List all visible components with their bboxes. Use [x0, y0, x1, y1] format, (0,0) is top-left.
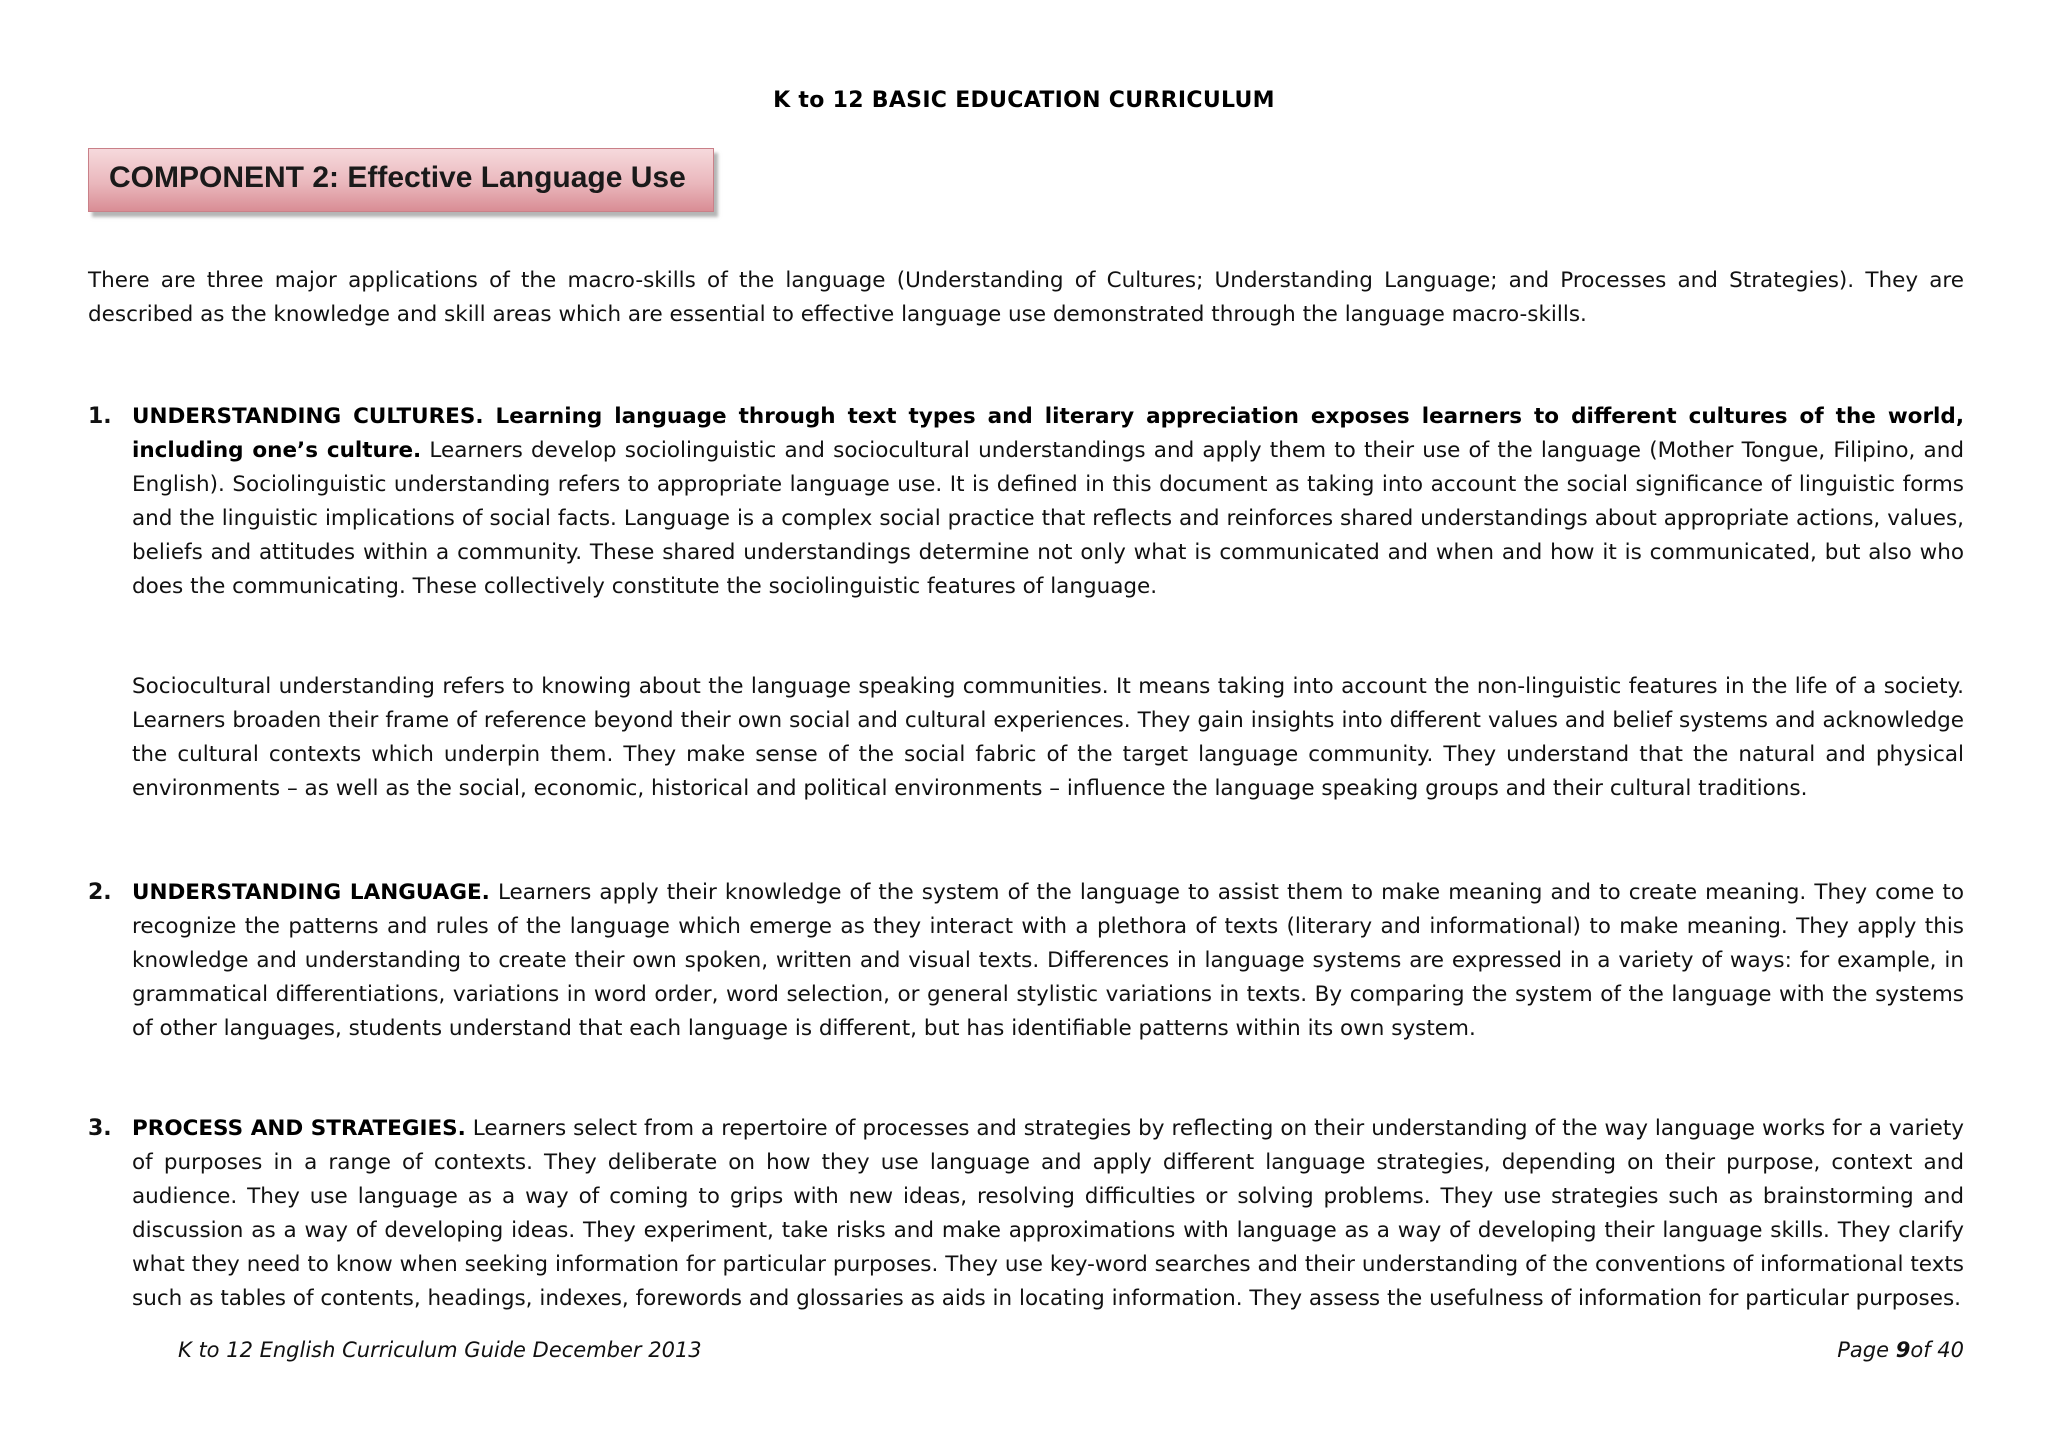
section-text: Learners develop sociolinguistic and sociocultural understandings and apply them to their use of the language (Mother Tongue, Filipino, and English). Sociolinguistic understanding refers to appropriate language use. It is defined in this document as taking into account the social significance of linguistic forms and the linguistic implications of social facts. Language is a complex social practice that reflects and reinforces shared understandings about appropriate actions, values, beliefs and attitudes within a community. These shared understandings determine not only what is communicated and when and how it is communicated, but also who does the communicating. These collectively constitute the sociolinguistic features of language. [132, 438, 1964, 599]
section-body [132, 400, 1964, 604]
section-text: Learners apply their knowledge of the system of the language to assist them to make meaning and to create meaning. They come to recognize the patterns and rules of the language which emerge as they interact with a plethora of texts (literary and informational) to make meaning. They apply this knowledge and understanding to create their own spoken, written and visual texts. Differences in language systems are expressed in a variety of ways: for example, in grammatical differentiations, variations in word order, word selection, or general stylistic variations in texts. By comparing the system of the language with the systems of other languages, students understand that each language is different, but has identifiable patterns within its own system. [132, 880, 1965, 1041]
curriculum-header: K to 12 BASIC EDUCATION CURRICULUM [773, 88, 1275, 113]
section-heading: UNDERSTANDING CULTURES. Learning language through text types and literary appreciation exposes learners to different cultures of the world, including one’s culture. [132, 404, 1964, 463]
sociocultural-paragraph: Sociocultural understanding refers to knowing about the language speaking communities. It means taking into account the non-linguistic features in the life of a society. Learners broaden their frame of reference beyond their own social and cultural experiences. They gain insights into different values and belief systems and acknowledge the cultural contexts which underpin them. They make sense of the social fabric of the target language community. They understand that the natural and physical environments – as well as the social, economic, historical and political environments – influence the language speaking groups and their cultural traditions. [132, 674, 1964, 801]
footer-page-number [1837, 1338, 1964, 1362]
section-number: 1. [88, 404, 112, 429]
section-heading: UNDERSTANDING LANGUAGE. [132, 880, 490, 905]
current-page: 9 [1895, 1338, 1911, 1362]
section-understanding-cultures [88, 400, 1964, 604]
section-process-and-strategies [88, 1112, 1964, 1316]
section-body [132, 876, 1964, 1046]
section-heading: PROCESS AND STRATEGIES. [132, 1116, 466, 1141]
section-body [132, 1112, 1964, 1316]
component-title: COMPONENT 2: Effective Language Use [109, 161, 686, 194]
footer-guide-title: K to 12 English Curriculum Guide December 2013 [178, 1338, 702, 1362]
section-text: Learners select from a repertoire of processes and strategies by reflecting on their understanding of the way language works for a variety of purposes in a range of contexts. They deliberate on how they use language and apply different language strategies, depending on their purpose, context and audience. They use language as a way of coming to grips with new ideas, resolving difficulties or solving problems. They use strategies such as brainstorming and discussion as a way of developing ideas. They experiment, take risks and make approximations with language as a way of developing their language skills. They clarify what they need to know when seeking information for particular purposes. They use key-word searches and their understanding of the conventions of informational texts such as tables of contents, headings, indexes, forewords and glossaries as aids in locating information. They assess the usefulness of information for particular purposes. [132, 1116, 1964, 1311]
intro-paragraph: There are three major applications of the macro-skills of the language (Understanding of Cultures; Understanding Language; and Processes and Strategies). They are described as the knowledge and skill areas which are essential to effective language use demonstrated through the language macro-skills. [88, 268, 1964, 327]
page-prefix: Page [1837, 1338, 1896, 1362]
section-number: 2. [88, 880, 112, 905]
page-suffix: of 40 [1910, 1338, 1964, 1362]
component-title-box [88, 148, 714, 212]
section-number: 3. [88, 1116, 112, 1141]
section-understanding-language [88, 876, 1964, 1046]
